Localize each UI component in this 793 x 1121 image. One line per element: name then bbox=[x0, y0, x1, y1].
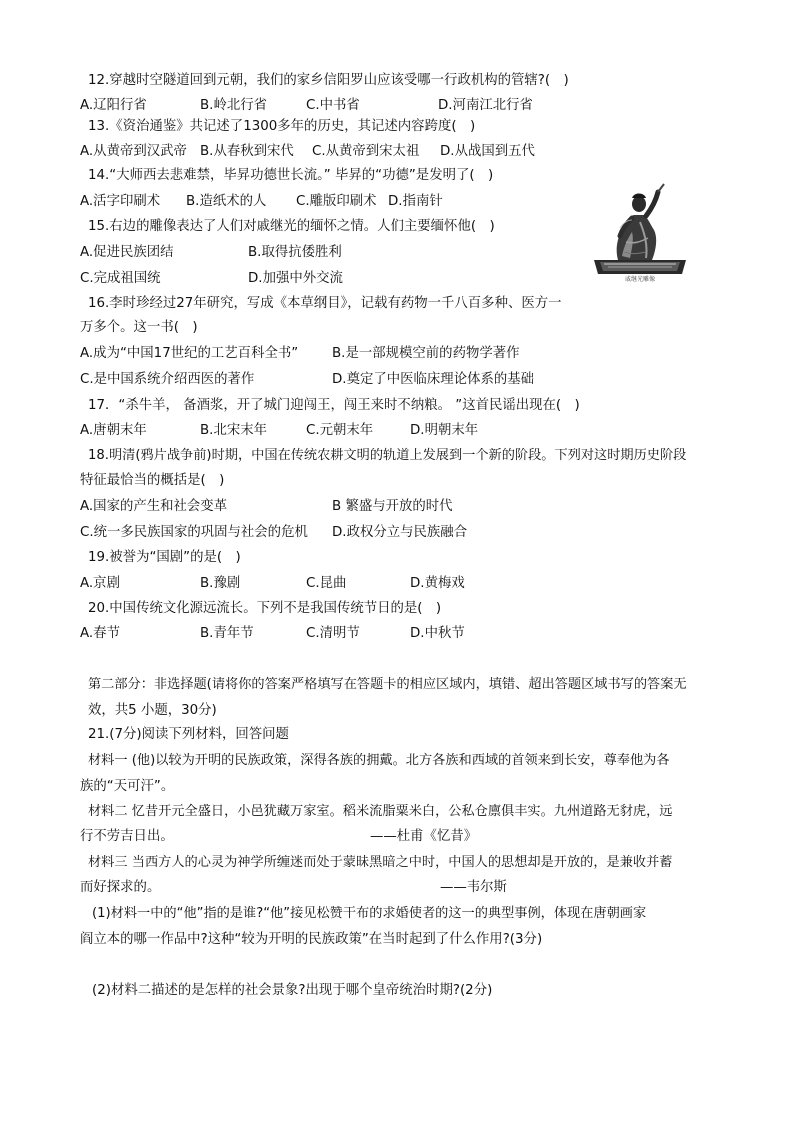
q15-option-a: A.促进民族团结 bbox=[80, 245, 174, 260]
q17-option-d: D.明朝末年 bbox=[410, 423, 479, 438]
q14-option-b: B.造纸术的人 bbox=[186, 194, 267, 209]
q16-option-a: A.成为“中国17世纪的工艺百科全书” bbox=[80, 346, 299, 361]
q16-option-b: B.是一部规模空前的药物学著作 bbox=[332, 346, 520, 361]
q21-material3-line2: 而好探求的。 bbox=[80, 880, 161, 895]
q16-stem-line2: 万多个。这一书( ) bbox=[80, 320, 198, 335]
q20-option-c: C.清明节 bbox=[306, 626, 360, 641]
q20-stem: 20.中国传统文化源远流长。下列不是我国传统节日的是( ) bbox=[88, 601, 442, 616]
q18-option-c: C.统一多民族国家的巩固与社会的危机 bbox=[80, 525, 308, 540]
q16-option-c: C.是中国系统介绍西医的著作 bbox=[80, 372, 255, 387]
q19-option-a: A.京剧 bbox=[80, 576, 120, 591]
q12-option-b: B.岭北行省 bbox=[200, 98, 268, 113]
q20-option-a: A.春节 bbox=[80, 626, 120, 641]
q18-stem-line2: 特征最恰当的概括是( ) bbox=[80, 473, 225, 488]
q13-option-d: D.从战国到五代 bbox=[440, 144, 535, 159]
q16-option-d: D.奠定了中医临床理论体系的基础 bbox=[332, 372, 535, 387]
q12-option-a: A.辽阳行省 bbox=[80, 98, 147, 113]
q21-material2-line1: 材料二 忆昔开元全盛日，小邑犹藏万家室。稻米流脂粟米白，公私仓廪俱丰实。九州道路无豺虎，远 bbox=[88, 804, 673, 819]
q14-option-a: A.活字印刷术 bbox=[80, 194, 161, 209]
q20-option-d: D.中秋节 bbox=[410, 626, 465, 641]
q17-option-b: B.北宋末年 bbox=[200, 423, 268, 438]
q12-stem: 12.穿越时空隧道回到元朝，我们的家乡信阳罗山应该受哪一行政机构的管辖?( ) bbox=[88, 73, 569, 88]
q14-option-d: D.指南针 bbox=[388, 194, 443, 209]
q21-subquestion2: (2)材料二描述的是怎样的社会景象?出现于哪个皇帝统治时期?(2分) bbox=[92, 983, 493, 998]
q15-option-d: D.加强中外交流 bbox=[248, 271, 343, 286]
q19-option-c: C.昆曲 bbox=[306, 576, 347, 591]
q12-option-d: D.河南江北行省 bbox=[438, 98, 533, 113]
q15-stem: 15.右边的雕像表达了人们对戚继光的缅怀之情。人们主要缅怀他( ) bbox=[88, 219, 495, 234]
q13-stem: 13.《资治通鉴》共记述了1300多年的历史，其记述内容跨度( ) bbox=[88, 119, 476, 134]
q17-stem: 17．“杀牛羊， 备酒浆，开了城门迎闯王，闯王来时不纳粮。 ”这首民谣出现在( ) bbox=[88, 398, 580, 413]
q21-material1-line1: 材料一 (他)以较为开明的民族政策，深得各族的拥戴。北方各族和西域的首领来到长安，尊奉他为各 bbox=[88, 753, 670, 768]
q18-option-d: D.政权分立与民族融合 bbox=[332, 525, 468, 540]
part2-heading-line1: 第二部分：非选择题(请将你的答案严格填写在答题卡的相应区域内，填错、超出答题区域书写的答案无 bbox=[88, 677, 687, 692]
q19-stem: 19.被誉为“国剧”的是( ) bbox=[88, 550, 241, 565]
statue-caption: 戚继光雕像 bbox=[624, 276, 656, 283]
q12-option-c: C.中书省 bbox=[306, 98, 360, 113]
q14-option-c: C.雕版印刷术 bbox=[296, 194, 377, 209]
q13-option-c: C.从黄帝到宋太祖 bbox=[312, 144, 420, 159]
q15-option-b: B.取得抗倭胜利 bbox=[248, 245, 342, 260]
q17-option-c: C.元朝末年 bbox=[306, 423, 374, 438]
q13-option-b: B.从春秋到宋代 bbox=[200, 144, 294, 159]
qi-jiguang-statue-image bbox=[590, 182, 690, 284]
q21-material2-source: ——杜甫《忆昔》 bbox=[370, 829, 478, 844]
q18-option-b: B 繁盛与开放的时代 bbox=[332, 499, 453, 514]
q18-option-a: A.国家的产生和社会变革 bbox=[80, 499, 228, 514]
q20-option-b: B.青年节 bbox=[200, 626, 254, 641]
q21-material3-line1: 材料三 当西方人的心灵为神学所缠迷而处于蒙昧黑暗之中时，中国人的思想却是开放的，是兼收并蓄 bbox=[88, 855, 673, 870]
q19-option-b: B.豫剧 bbox=[200, 576, 241, 591]
q19-option-d: D.黄梅戏 bbox=[410, 576, 465, 591]
q16-stem-line1: 16.李时珍经过27年研究，写成《本草纲目》，记载有药物一千八百多种、医方一 bbox=[88, 296, 562, 311]
q21-material2-line2: 行不劳吉日出。 bbox=[80, 829, 174, 844]
q21-subquestion1-line2: 阎立本的哪一作品中?这种“较为开明的民族政策”在当时起到了什么作用?(3分) bbox=[80, 932, 543, 947]
q18-stem-line1: 18.明清(鸦片战争前)时期，中国在传统农耕文明的轨道上发展到一个新的阶段。下列对这时期历史阶段 bbox=[88, 448, 687, 463]
q21-material3-source: ——韦尔斯 bbox=[440, 880, 507, 895]
q21-stem: 21.(7分)阅读下列材料，回答问题 bbox=[88, 727, 289, 742]
q13-option-a: A.从黄帝到汉武帝 bbox=[80, 144, 187, 159]
q21-material1-line2: 族的“天可汗”。 bbox=[80, 779, 175, 794]
q14-stem: 14.“大师西去悲难禁，毕昇功德世长流。” 毕昇的“功德”是发明了( ) bbox=[88, 168, 494, 183]
q17-option-a: A.唐朝末年 bbox=[80, 423, 147, 438]
q21-subquestion1-line1: (1)材料一中的“他”指的是谁?“他”接见松赞干布的求婚使者的这一的典型事例，体现在唐朝画家 bbox=[92, 906, 647, 921]
part2-heading-line2: 效，共5 小题，30分) bbox=[88, 703, 217, 718]
q15-option-c: C.完成祖国统 bbox=[80, 271, 161, 286]
